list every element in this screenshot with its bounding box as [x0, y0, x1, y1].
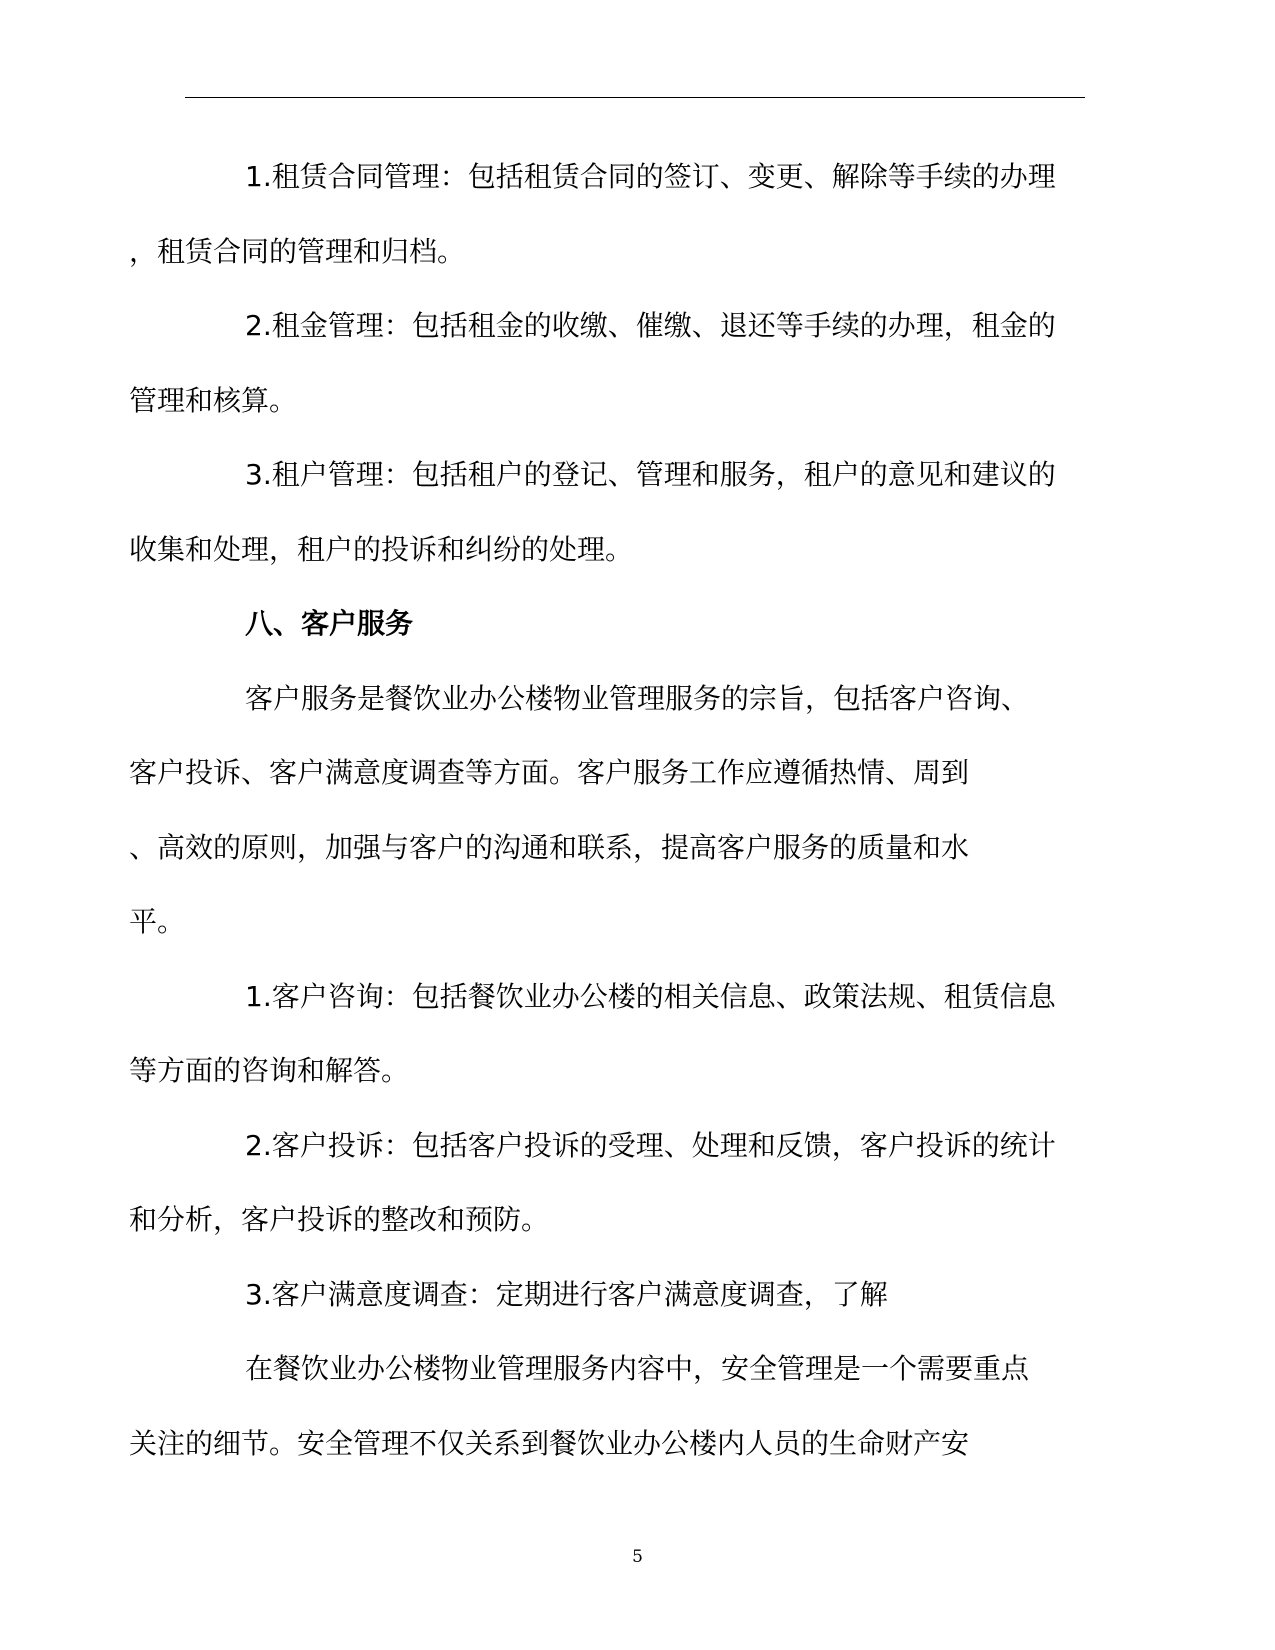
heading-text: 八、客户服务 [245, 607, 414, 640]
text-line: ，租赁合同的管理和归档。 [129, 234, 466, 268]
text-line: 1.租赁合同管理：包括租赁合同的签订、变更、解除等手续的办理 [245, 160, 1056, 193]
paragraph-rent-management [129, 289, 1087, 438]
paragraph-safety-management [129, 1332, 1087, 1481]
text-line: 2.租金管理：包括租金的收缴、催缴、退还等手续的办理，租金的 [245, 309, 1056, 342]
text-line: 2.客户投诉：包括客户投诉的受理、处理和反馈，客户投诉的统计 [245, 1128, 1056, 1162]
paragraph-customer-inquiry [129, 960, 1087, 1109]
header-rule [185, 97, 1085, 98]
text-line: 在餐饮业办公楼物业管理服务内容中，安全管理是一个需要重点 [245, 1352, 1030, 1385]
paragraph-customer-service [129, 662, 1087, 960]
paragraph-satisfaction-survey [187, 1258, 1087, 1333]
text-line: 等方面的咨询和解答。 [129, 1054, 410, 1087]
text-line: 客户服务是餐饮业办公楼物业管理服务的宗旨，包括客户咨询、 [245, 681, 1030, 715]
text-line: 客户投诉、客户满意度调查等方面。客户服务工作应遵循热情、周到 [129, 756, 970, 789]
text-line: 平。 [129, 905, 186, 938]
text-line: 关注的细节。安全管理不仅关系到餐饮业办公楼内人员的生命财产安 [129, 1426, 970, 1460]
page-number: 5 [632, 1547, 643, 1567]
document-body [129, 140, 1087, 1481]
text-line: 和分析，客户投诉的整改和预防。 [129, 1203, 550, 1236]
text-line: 1.客户咨询：包括餐饮业办公楼的相关信息、政策法规、租赁信息 [245, 979, 1056, 1013]
section-heading [187, 587, 1087, 662]
text-line: 3.租户管理：包括租户的登记、管理和服务，租户的意见和建议的 [245, 458, 1056, 491]
text-line: 3.客户满意度调查：定期进行客户满意度调查，了解 [245, 1277, 888, 1311]
text-line: 、高效的原则，加强与客户的沟通和联系，提高客户服务的质量和水 [129, 830, 970, 864]
paragraph-lease-contract [129, 140, 1087, 289]
text-line: 管理和核算。 [129, 383, 298, 417]
text-line: 收集和处理，租户的投诉和纠纷的处理。 [129, 532, 634, 566]
paragraph-customer-complaint [129, 1109, 1087, 1258]
paragraph-tenant-management [129, 438, 1087, 587]
